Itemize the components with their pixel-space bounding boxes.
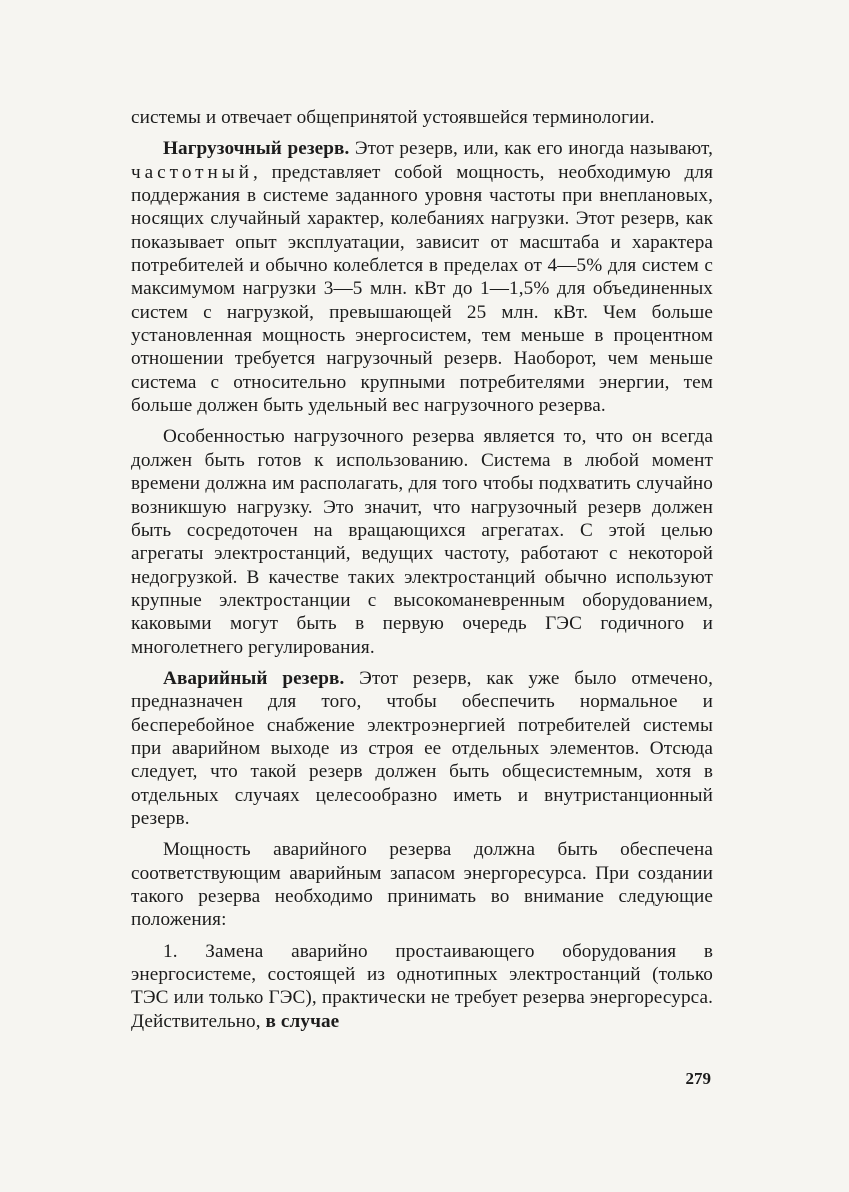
paragraph-text: , представляет собой мощность, необходимую для поддержания в системе заданного уровня частоты при внеплановых, носящих случайный характер, колебаниях нагрузки. Этот резерв, как показывает опыт эксплуатации, зависит от масштаба и характера потребителей и обычно колеблется в пределах от 4—5% для систем с максимумом нагрузки 3—5 млн. кВт до 1—1,5% для объединенных систем с нагрузкой, превышающей 25 млн. кВт. Чем больше установленная мощность энергосистем, тем меньше в процентном отношении требуется нагрузочный резерв. Наоборот, чем меньше система с относительно крупными потребителями энергии, тем больше должен быть удельный вес нагрузочного резерва. (131, 161, 713, 417)
paragraph-list-item-1 (131, 940, 713, 1033)
paragraph-text: Этот резерв, или, как его иногда называют, (349, 138, 713, 160)
emphasized-term: частотный (131, 161, 253, 183)
paragraph-load-reserve (131, 137, 713, 417)
section-heading-load-reserve: Нагрузочный резерв. (163, 138, 350, 160)
paragraph-text: системы и отвечает общепринятой устоявшейся терминологии. (131, 107, 655, 128)
paragraph-bold-tail: в случае (265, 1010, 340, 1032)
section-heading-emergency-reserve: Аварийный резерв. (163, 667, 345, 689)
paragraph-emergency-power (131, 838, 713, 931)
body-text (131, 106, 713, 1035)
paragraph-load-reserve-features (131, 425, 713, 658)
paragraph-emergency-reserve (131, 667, 713, 830)
paragraph-text: Мощность аварийного резерва должна быть обеспечена соответствующим аварийным запасом энергоресурса. При создании такого резерва необходимо принимать во внимание следующие положения: (131, 839, 713, 931)
paragraph-text: 1. Замена аварийно простаивающего оборудования в энергосистеме, состоящей из однотипных электростанций (только ТЭС или только ГЭС), практически не требует резерва энергоресурса. Действительно, (131, 940, 713, 1032)
page-number: 279 (685, 1069, 711, 1088)
paragraph-continuation (131, 106, 713, 129)
paragraph-text: Этот резерв, как уже было отмечено, предназначен для того, чтобы обеспечить нормальное и бесперебойное снабжение электроэнергией потребителей системы при аварийном выходе из строя ее отдельных элементов. Отсюда следует, что такой резерв должен быть общесистемным, хотя в отдельных случаях целесообразно иметь и внутристанционный резерв. (131, 667, 713, 829)
paragraph-text: Особенностью нагрузочного резерва является то, что он всегда должен быть готов к использованию. Система в любой момент времени должна им располагать, для того чтобы подхватить случайно возникшую нагрузку. Это значит, что нагрузочный резерв должен быть сосредоточен на вращающихся агрегатах. С этой целью агрегаты электростанций, ведущих частоту, работают с некоторой недогрузкой. В качестве таких электростанций обычно используют крупные электростанции с высокоманевренным оборудованием, каковыми могут быть в первую очередь ГЭС годичного и многолетнего регулирования. (131, 426, 713, 658)
